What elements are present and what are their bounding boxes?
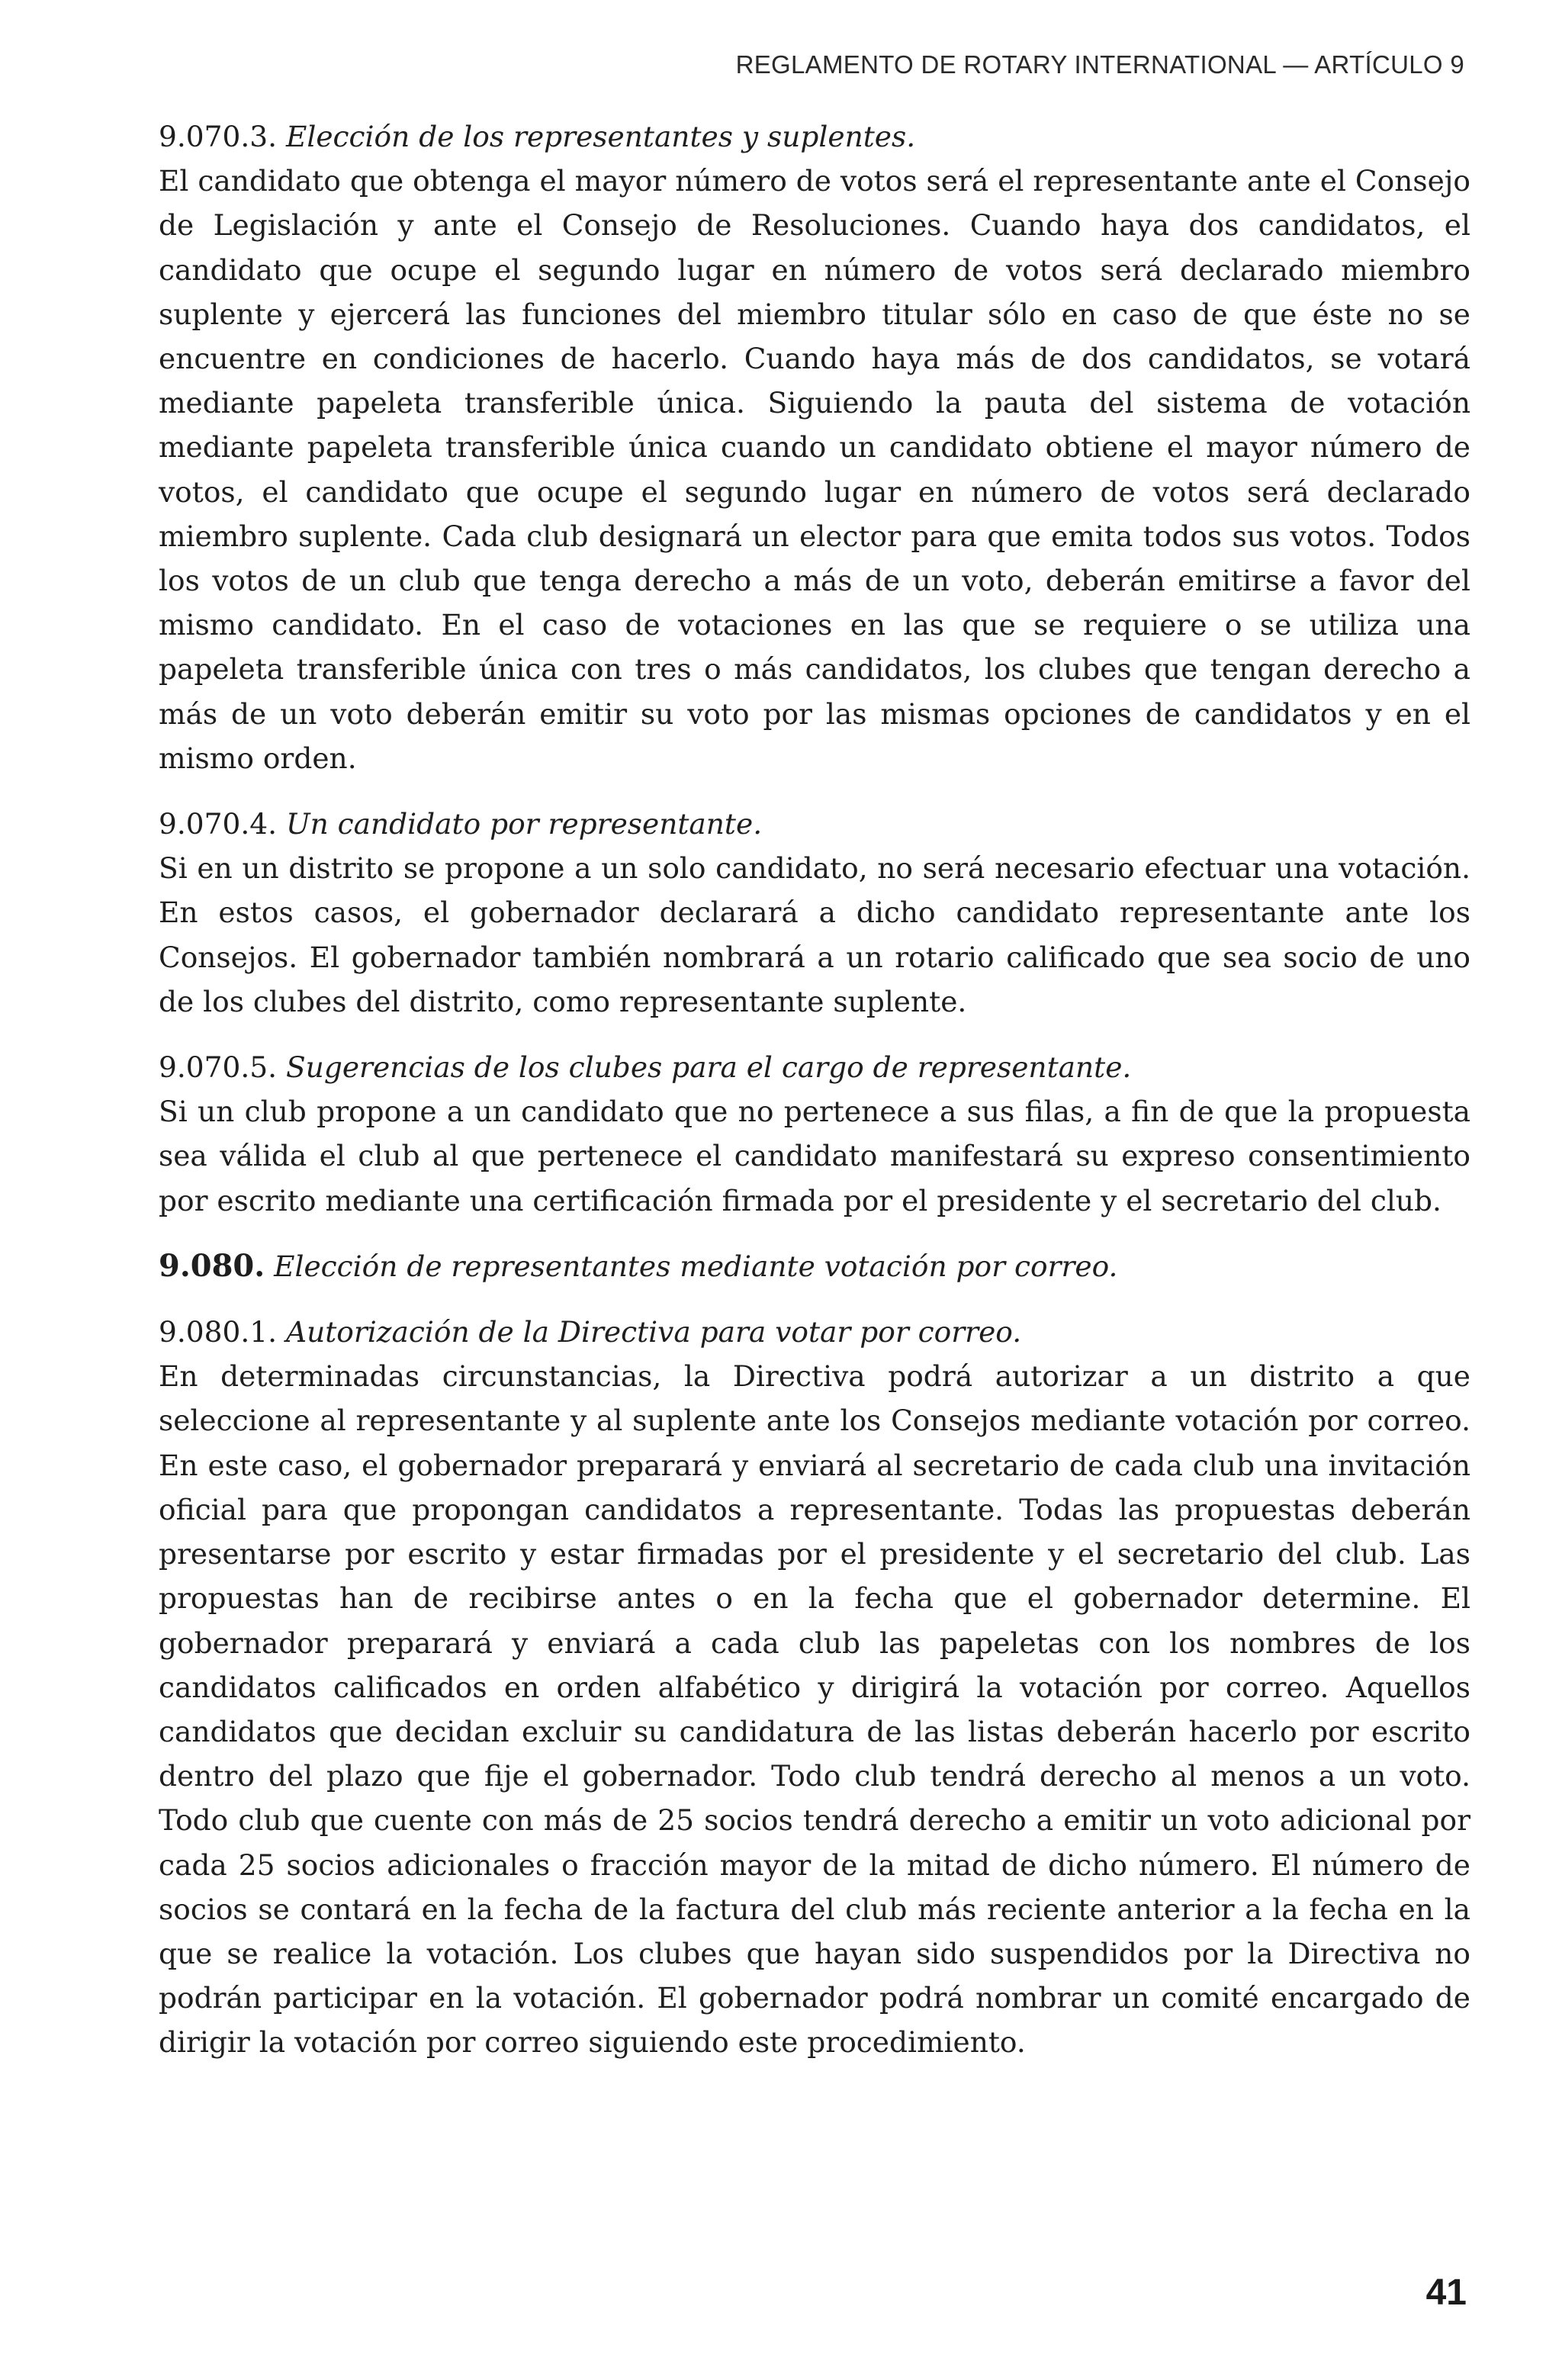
section-9-070-5	[159, 1045, 1470, 1223]
section-9-070-3	[159, 114, 1470, 780]
section-number: 9.070.3.	[159, 120, 278, 153]
section-9-080	[159, 1244, 1470, 1288]
section-paragraph: En determinadas circunstancias, la Directiva podrá autorizar a un distrito a que seleccione al representante y al suplente ante los Consejos mediante votación por correo. En este caso, el gobernador preparará y enviará al secretario de cada club una invitación oficial para que propongan candidatos a representante. Todas las propuestas deberán presentarse por escrito y estar firmadas por el presidente y el secretario del club. Las propuestas han de recibirse antes o en la fecha que el gobernador determine. El gobernador preparará y enviará a cada club las papeletas con los nombres de los candidatos calificados en orden alfabético y dirigirá la votación por correo. Aquellos candidatos que decidan excluir su candidatura de las listas deberán hacerlo por escrito dentro del plazo que fije el gobernador. Todo club tendrá derecho al menos a un voto. Todo club que cuente con más de 25 socios tendrá derecho a emitir un voto adicional por cada 25 socios adicionales o fracción mayor de la mitad de dicho número. El número de socios se contará en la fecha de la factura del club más reciente anterior a la fecha en la que se realice la votación. Los clubes que hayan sido suspendidos por la Directiva no podrán participar en la votación. El gobernador podrá nombrar un comité encargado de dirigir la votación por correo siguiendo este procedimiento.	[159, 1359, 1470, 2060]
section-number: 9.080.1.	[159, 1315, 278, 1349]
section-9-070-4	[159, 802, 1470, 1024]
section-title: Un candidato por representante.	[285, 807, 763, 841]
section-title: Elección de los representantes y suplentes.	[285, 120, 916, 153]
section-number: 9.070.5.	[159, 1050, 278, 1085]
document-body	[159, 114, 1470, 2086]
section-heading	[159, 114, 1470, 159]
section-heading	[159, 1310, 1470, 1354]
section-heading	[159, 802, 1470, 846]
section-number: 9.070.4.	[159, 807, 278, 841]
section-paragraph: Si en un distrito se propone a un solo candidato, no será necesario efectuar una votación. En estos casos, el gobernador declarará a dicho candidato representante ante los Consejos. El gobernador también nombrará a un rotario calificado que sea socio de uno de los clubes del distrito, como representante suplente.	[159, 851, 1470, 1018]
section-paragraph: El candidato que obtenga el mayor número de votos será el representante ante el Consejo de Legislación y ante el Consejo de Resoluciones. Cuando haya dos candidatos, el candidato que ocupe el segundo lugar en número de votos será declarado miembro suplente y ejercerá las funciones del miembro titular sólo en caso de que éste no se encuentre en condiciones de hacerlo. Cuando haya más de dos candidatos, se votará mediante papeleta transferible única. Siguiendo la pauta del sistema de votación mediante papeleta transferible única cuando un candidato obtiene el mayor número de votos, el candidato que ocupe el segundo lugar en número de votos será declarado miembro suplente. Cada club designará un elector para que emita todos sus votos. Todos los votos de un club que tenga derecho a más de un voto, deberán emitirse a favor del mismo candidato. En el caso de votaciones en las que se requiere o se utiliza una papeleta transferible única con tres o más candidatos, los clubes que tengan derecho a más de un voto deberán emitir su voto por las mismas opciones de candidatos y en el mismo orden.	[159, 164, 1470, 775]
section-title: Autorización de la Directiva para votar por correo.	[285, 1315, 1022, 1349]
section-paragraph: Si un club propone a un candidato que no pertenece a sus filas, a fin de que la propuesta sea válida el club al que pertenece el candidato manifestará su expreso consentimiento por escrito mediante una certificación firmada por el presidente y el secretario del club.	[159, 1095, 1470, 1217]
section-title: Sugerencias de los clubes para el cargo de representante.	[285, 1050, 1132, 1085]
running-header: REGLAMENTO DE ROTARY INTERNATIONAL — ARTÍCULO 9	[735, 50, 1464, 79]
page-number: 41	[1425, 2272, 1467, 2313]
section-heading	[159, 1045, 1470, 1089]
section-9-080-1	[159, 1310, 1470, 2064]
section-number: 9.080.	[159, 1247, 265, 1284]
section-title: Elección de representantes mediante votación por correo.	[274, 1249, 1118, 1283]
major-section-heading	[159, 1244, 1470, 1288]
